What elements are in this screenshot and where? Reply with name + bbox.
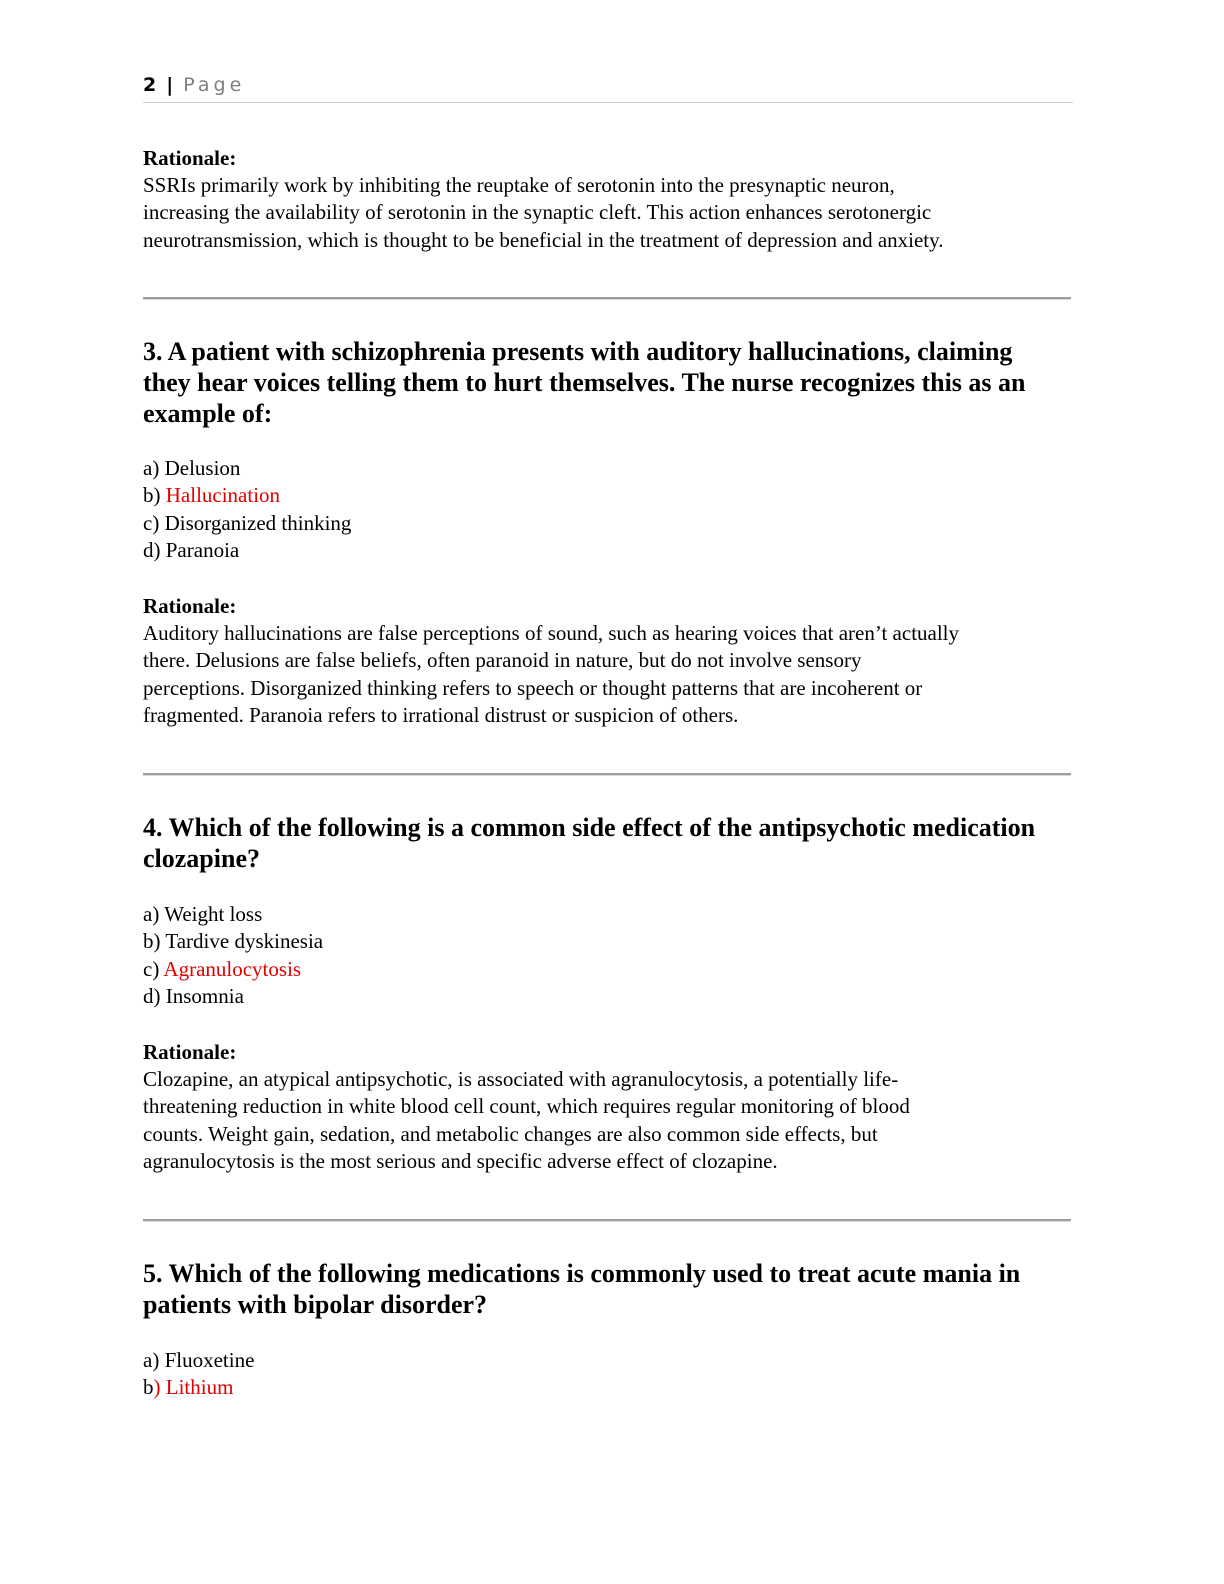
rationale-line: agranulocytosis is the most serious and specific adverse effect of clozapine.: [143, 1149, 778, 1174]
question-line: patients with bipolar disorder?: [143, 1290, 488, 1319]
question-line: clozapine?: [143, 844, 260, 873]
rationale-line: SSRIs primarily work by inhibiting the reuptake of serotonin into the presynaptic neuron,: [143, 173, 895, 197]
rationale-line: threatening reduction in white blood cell count, which requires regular monitoring of blood: [143, 1094, 910, 1119]
option-d: [143, 537, 1073, 564]
header-separator: |: [166, 74, 174, 96]
option-prefix: a): [143, 1348, 160, 1372]
options-q3: [143, 455, 1073, 565]
page-number: 2: [143, 74, 157, 96]
question-line: 5. Which of the following medications is commonly used to treat acute mania in: [143, 1259, 1021, 1288]
option-text: Tardive dyskinesia: [165, 929, 324, 954]
rationale-text: [143, 172, 1073, 254]
option-prefix: d): [143, 984, 161, 1009]
rationale-line: increasing the availability of serotonin in the synaptic cleft. This action enhances serotonergic: [143, 200, 932, 225]
rationale-q3: [143, 593, 1073, 730]
section-divider: [143, 773, 1071, 776]
option-text: Insomnia: [165, 984, 244, 1009]
rationale-label: Rationale:: [143, 594, 237, 618]
rationale-text: [143, 620, 1073, 730]
option-a: [143, 455, 1073, 482]
options-q4: [143, 901, 1073, 1011]
page-word: Page: [183, 74, 246, 96]
question-line: they hear voices telling them to hurt themselves. The nurse recognizes this as an: [143, 368, 1026, 397]
rationale-q2: [143, 145, 1073, 254]
option-prefix: a): [143, 902, 160, 926]
question-4: [143, 812, 1073, 874]
option-prefix: a): [143, 456, 160, 480]
option-c: [143, 956, 1073, 983]
correct-answer: Hallucination: [165, 483, 281, 508]
rationale-text: [143, 1066, 1073, 1176]
rationale-label: Rationale:: [143, 146, 237, 170]
option-b: [143, 928, 1073, 955]
option-d: [143, 983, 1073, 1010]
correct-answer: Agranulocytosis: [163, 956, 302, 981]
rationale-line: Clozapine, an atypical antipsychotic, is associated with agranulocytosis, a potentially life-: [143, 1067, 899, 1091]
option-prefix: c): [143, 510, 160, 535]
question-3: [143, 336, 1073, 429]
question-5: [143, 1258, 1073, 1320]
question-text: [143, 1258, 1073, 1320]
section-divider: [143, 297, 1071, 300]
option-text: Fluoxetine: [164, 1348, 255, 1372]
question-text: [143, 336, 1073, 429]
option-prefix: d): [143, 538, 161, 563]
question-line: 3. A patient with schizophrenia presents with auditory hallucinations, claiming: [143, 337, 1013, 366]
option-text: Weight loss: [164, 902, 263, 926]
rationale-line: perceptions. Disorganized thinking refers to speech or thought patterns that are incoherent or: [143, 675, 923, 700]
option-text: Disorganized thinking: [164, 510, 352, 535]
option-text: Paranoia: [165, 538, 240, 563]
option-text: Delusion: [164, 456, 241, 480]
section-divider: [143, 1219, 1071, 1222]
option-b: [143, 1374, 1073, 1401]
question-text: [143, 812, 1073, 874]
rationale-line: there. Delusions are false beliefs, often paranoid in nature, but do not involve sensory: [143, 648, 862, 673]
option-prefix: b: [143, 1375, 154, 1400]
option-a: [143, 1347, 1073, 1374]
option-prefix: b): [143, 929, 161, 954]
rationale-line: Auditory hallucinations are false perceptions of sound, such as hearing voices that aren’t actually: [143, 621, 960, 645]
rationale-line: neurotransmission, which is thought to be beneficial in the treatment of depression and anxiety.: [143, 227, 944, 252]
option-c: [143, 510, 1073, 537]
rationale-line: fragmented. Paranoia refers to irrational distrust or suspicion of others.: [143, 703, 739, 728]
correct-answer: ) Lithium: [153, 1375, 234, 1400]
rationale-q4: [143, 1039, 1073, 1176]
option-prefix: c): [143, 956, 160, 981]
rationale-line: counts. Weight gain, sedation, and metabolic changes are also common side effects, but: [143, 1121, 878, 1146]
question-line: example of:: [143, 399, 273, 428]
rationale-label: Rationale:: [143, 1040, 237, 1064]
page-header: [143, 74, 1073, 103]
option-b: [143, 482, 1073, 509]
option-prefix: b): [143, 483, 161, 508]
option-a: [143, 901, 1073, 928]
question-line: 4. Which of the following is a common side effect of the antipsychotic medication: [143, 813, 1036, 842]
options-q5: [143, 1347, 1073, 1402]
